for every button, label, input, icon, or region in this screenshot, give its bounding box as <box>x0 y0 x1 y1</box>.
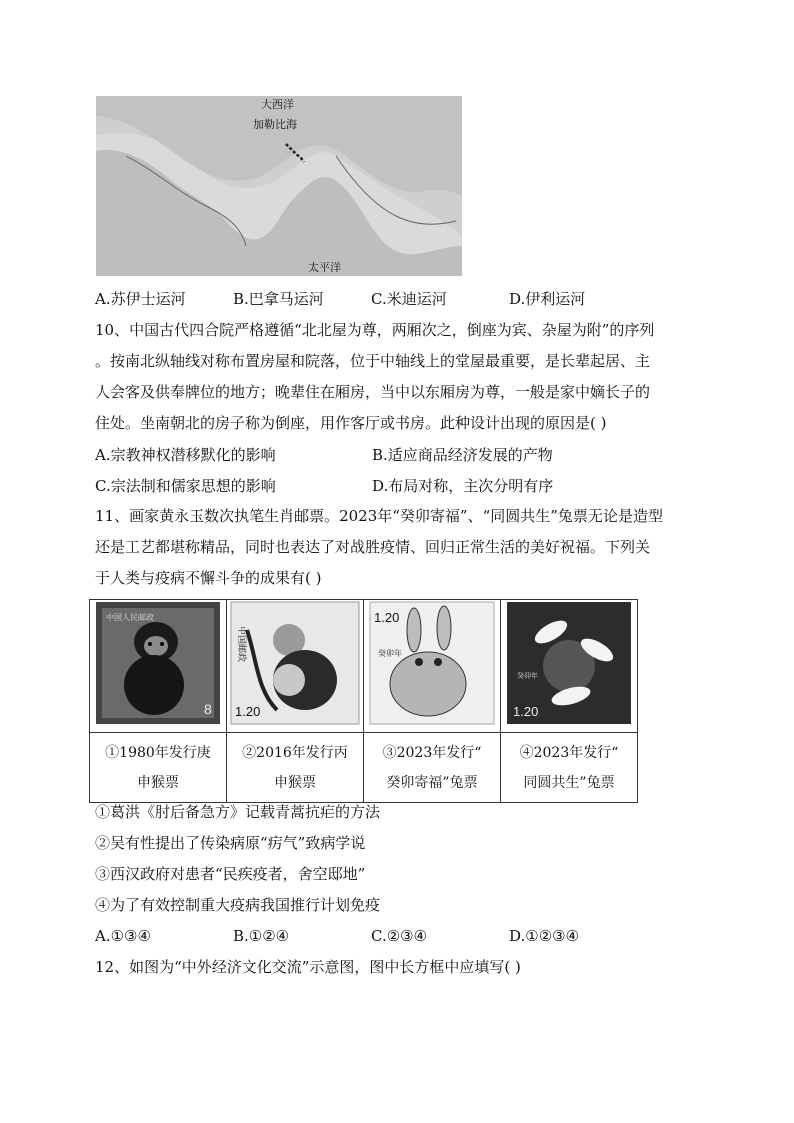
stamp-rabbit-jimao <box>364 600 500 728</box>
stamp-1-label: 中国人民邮政 <box>106 613 154 622</box>
q11-option-b: B.①②④ <box>233 927 290 945</box>
q10-line-3: 人会客及供奉牌位的地方；晚辈住在厢房，当中以东厢房为尊，一般是家中嫡长子的 <box>95 383 651 401</box>
q11-option-c: C.②③④ <box>371 927 428 945</box>
stamp-3-caption <box>364 733 501 803</box>
stamp-2-cell <box>227 600 364 733</box>
q11-option-d: D.①②③④ <box>509 927 580 945</box>
stamp-monkey-1980 <box>90 600 226 728</box>
stamp-3-cell <box>364 600 501 733</box>
caption-line: 癸卯寄福”兔票 <box>386 774 478 791</box>
caption-line: ①1980年发行庚 <box>105 744 211 761</box>
q9-option-d: D.伊利运河 <box>509 290 586 308</box>
stamp-2-label: 中国邮政 <box>237 626 247 663</box>
stamp-table <box>89 599 638 803</box>
q10-line-2: 。按南北纵轴线对称布置房屋和院落，位于中轴线上的堂屋最重要，是长辈起居、主 <box>95 352 651 370</box>
stamp-2-value: 1.20 <box>235 704 261 719</box>
label-caribbean: 加勒比海 <box>253 119 297 131</box>
label-pacific: 太平洋 <box>308 262 341 274</box>
q11-statement-2: ②吴有性提出了传染病原“疠气”致病学说 <box>95 834 366 852</box>
q11-statement-3: ③西汉政府对患者“民疾疫者，舍空邸地” <box>95 865 366 883</box>
panama-map <box>96 96 462 276</box>
caption-line: 申猴票 <box>137 774 179 791</box>
q9-option-c: C.米迪运河 <box>371 290 447 308</box>
stamp-1-caption <box>90 733 227 803</box>
q12-line: 12、如图为“中外经济文化交流”示意图，图中长方框中应填写( ) <box>95 958 521 976</box>
q10-option-b: B.适应商品经济发展的产物 <box>372 446 553 464</box>
stamp-1-value: 8 <box>204 701 212 717</box>
q9-option-a: A.苏伊士运河 <box>95 290 186 308</box>
q11-option-a: A.①③④ <box>95 927 151 945</box>
stamp-4-label: 癸卯年 <box>517 673 538 680</box>
stamp-2-caption <box>227 733 364 803</box>
caption-line: ④2023年发行“ <box>519 744 619 761</box>
q11-statement-4: ④为了有效控制重大疫病我国推行计划免疫 <box>95 896 381 914</box>
caption-line: ②2016年发行丙 <box>242 744 348 761</box>
stamp-4-cell <box>501 600 638 733</box>
stamp-monkey-2016 <box>227 600 363 728</box>
caption-line: 申猴票 <box>274 774 316 791</box>
q10-line-1: 10、中国古代四合院严格遵循“北北屋为尊，两厢次之，倒座为宾、杂屋为附”的序列 <box>95 321 655 339</box>
caption-line: 同圆共生”兔票 <box>523 774 615 791</box>
q10-line-4: 住处。坐南朝北的房子称为倒座，用作客厅或书房。此种设计出现的原因是( ) <box>95 414 607 432</box>
label-atlantic: 大西洋 <box>261 99 294 111</box>
stamp-1-cell <box>90 600 227 733</box>
q10-option-c: C.宗法制和儒家思想的影响 <box>95 477 276 495</box>
stamp-3-value: 1.20 <box>374 610 400 625</box>
map-graphic <box>96 96 462 276</box>
q11-line-1: 11、画家黄永玉数次执笔生肖邮票。2023年“癸卯寄福”、“同圆共生”兔票无论是造型 <box>95 507 663 525</box>
q11-line-2: 还是工艺都堪称精品，同时也表达了对战胜疫情、回归正常生活的美好祝福。下列关 <box>95 538 651 556</box>
q11-line-3: 于人类与疫病不懈斗争的成果有( ) <box>95 569 322 587</box>
caption-line: ③2023年发行“ <box>382 744 482 761</box>
q9-option-b: B.巴拿马运河 <box>233 290 324 308</box>
stamp-rabbit-tongyuan <box>501 600 637 728</box>
q10-option-d: D.布局对称，主次分明有序 <box>372 477 554 495</box>
q11-statement-1: ①葛洪《肘后备急方》记载青蒿抗疟的方法 <box>95 803 381 821</box>
stamp-3-label: 癸卯年 <box>378 649 402 658</box>
stamp-4-value: 1.20 <box>513 704 539 719</box>
q10-option-a: A.宗教神权潜移默化的影响 <box>95 446 276 464</box>
stamp-4-caption <box>501 733 638 803</box>
